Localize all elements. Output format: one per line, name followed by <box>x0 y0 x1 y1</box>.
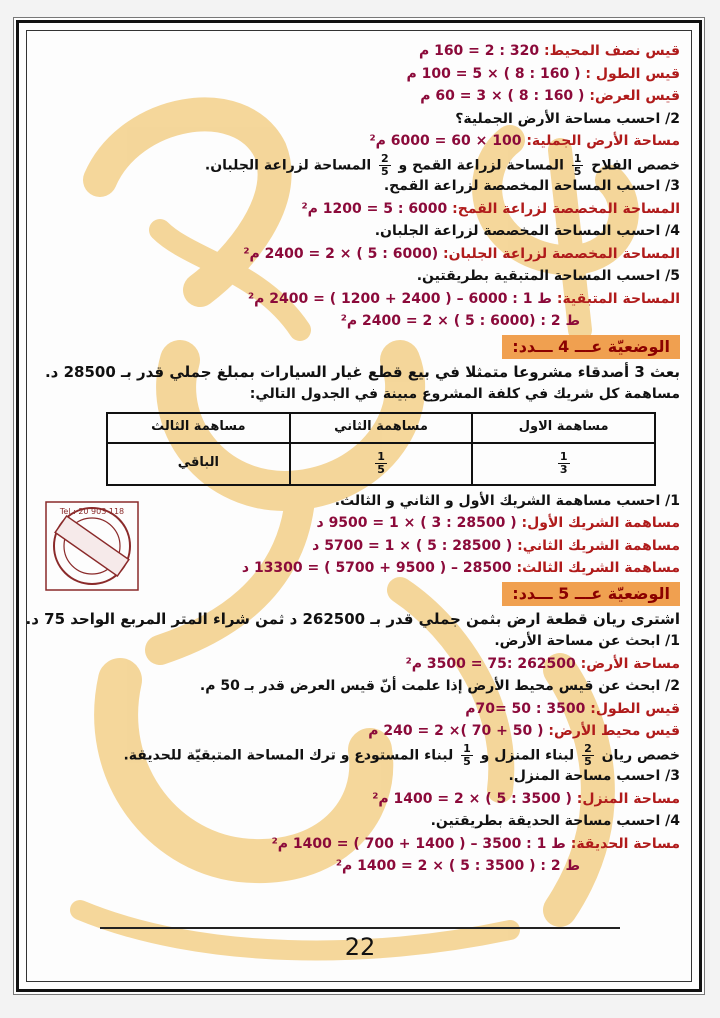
answer-calculation: ط 1 : 6000 – ( 2400 + 1200 ) = 2400 م² <box>248 290 552 307</box>
table-values-row <box>107 443 655 485</box>
question-text: 5/ احسب المساحة المتبقية بطريقتين. <box>416 268 680 284</box>
answer-label: مساهمة الشريك الثالث: <box>516 560 680 576</box>
fraction-denominator: 5 <box>381 164 389 178</box>
answer-calculation: ( 160 : 8 ) × 3 = 60 م <box>420 88 585 104</box>
answer-line <box>60 557 680 580</box>
stamp-text: Tel : 20 903 118 <box>59 507 125 516</box>
situation-5-answers <box>60 630 680 878</box>
situation-4-title: الوضعيّة عـــ 4 ـــدد: <box>502 335 680 359</box>
situation-5-title: الوضعيّة عـــ 5 ـــدد: <box>502 582 680 606</box>
header-first: مساهمة الاول <box>472 413 655 443</box>
question-line <box>60 490 680 513</box>
fraction-one-third <box>558 451 570 476</box>
contributions-table <box>106 412 656 486</box>
question-text: 2/ ابحث عن قيس محيط الأرض إذا علمت أنّ قيس العرض قدر بـ 50 م. <box>199 678 680 694</box>
question-text: 2/ احسب مساحة الأرض الجملية؟ <box>455 110 680 127</box>
question-text-part: المساحة لزراعة الجلبان. <box>204 157 372 173</box>
situation-5-header <box>60 580 680 608</box>
question-text: 3/ احسب مساحة المنزل. <box>508 768 680 784</box>
question-text-part: خصص ريان <box>601 747 680 763</box>
question-line <box>60 175 680 198</box>
question-text: 4/ احسب المساحة المخصصة لزراعة الجلبان. <box>374 223 680 239</box>
worksheet-content <box>25 40 680 878</box>
header-second: مساهمة الثاني <box>290 413 473 443</box>
answer-calculation: ط 1 : 3500 – ( 1400 + 700 ) = 1400 م² <box>271 835 566 852</box>
answer-line <box>60 698 680 721</box>
value-third: الباقي <box>107 443 290 485</box>
fraction <box>582 743 594 768</box>
answer-line <box>60 788 680 811</box>
question-text: 1/ ابحث عن مساحة الأرض. <box>494 633 680 649</box>
answer-calculation: 3500 : 50 =70م <box>465 700 586 717</box>
question-line <box>60 630 680 653</box>
situation-4-statement: بعث 3 أصدقاء مشروعا متمثلا في بيع قطع غيار السيارات بمبلغ جملي قدر بـ 28500 د. <box>44 362 680 381</box>
table-header-row <box>107 413 655 443</box>
question-line <box>60 108 680 131</box>
answer-line <box>60 535 680 558</box>
situation-4-answers <box>60 490 680 580</box>
answer-line <box>60 833 680 856</box>
value-first <box>472 443 655 485</box>
answer-calculation: ط 2 : (6000 : 5 ) × 2 = 2400 م² <box>340 313 580 329</box>
fraction-numerator: 1 <box>573 151 582 165</box>
fraction-denominator: 5 <box>584 754 592 768</box>
fraction-denominator: 5 <box>573 164 582 178</box>
question-line-with-fractions <box>60 743 680 766</box>
answer-label: مساحة الحديقة: <box>570 835 680 852</box>
fraction-numerator: 1 <box>559 450 568 463</box>
fraction-numerator: 2 <box>381 151 389 165</box>
question-text: 4/ احسب مساحة الحديقة بطريقتين. <box>430 813 680 829</box>
answer-calculation: ( 3500 : 5 ) × 2 = 1400 م² <box>372 790 572 807</box>
fraction-numerator: 1 <box>463 741 471 755</box>
fraction <box>379 153 391 178</box>
question-line <box>60 810 680 833</box>
answer-line <box>60 855 680 878</box>
fraction-denominator: 5 <box>463 754 471 768</box>
page-number: 22 <box>344 933 376 961</box>
answer-line <box>60 40 680 63</box>
fraction-one-fifth <box>375 451 387 476</box>
answer-label: قيس الطول: <box>590 700 680 717</box>
answer-label: قيس محيط الأرض: <box>548 723 680 739</box>
stamp-seal-icon <box>44 500 140 592</box>
question-text: 1/ احسب مساهمة الشريك الأول و الثاني و الثالث. <box>334 492 680 509</box>
answer-line <box>60 310 680 333</box>
answer-label: قيس الطول : <box>585 65 680 82</box>
answer-line <box>60 198 680 221</box>
question-line <box>60 220 680 243</box>
answer-label: المساحة المخصصة لزراعة القمح: <box>452 200 680 217</box>
question-text-part: لبناء المستودع و ترك المساحة المتبقيّة للحديقة. <box>123 747 454 763</box>
question-line <box>60 765 680 788</box>
question-text-part: المساحة لزراعة القمح و <box>398 157 564 173</box>
answer-line <box>60 63 680 86</box>
fraction-denominator: 5 <box>377 463 385 476</box>
answer-line <box>60 720 680 743</box>
answer-line <box>60 85 680 108</box>
answer-calculation: ( 50 + 70 )× 2 = 240 م <box>368 723 544 739</box>
situation-4-header <box>60 333 680 361</box>
header-third: مساهمة الثالث <box>107 413 290 443</box>
section-area-calculations <box>60 40 680 333</box>
answer-line <box>60 288 680 311</box>
value-second <box>290 443 473 485</box>
answer-label: مساحة المنزل: <box>576 790 680 807</box>
answer-label: مساحة الأرض: <box>580 655 680 672</box>
answer-line <box>60 512 680 535</box>
answer-label: مساهمة الشريك الثاني: <box>517 537 680 554</box>
answer-calculation: 320 : 2 = 160 م <box>418 43 540 59</box>
question-line-with-fractions <box>60 153 680 176</box>
answer-calculation: 262500 :75 = 3500 م² <box>405 655 576 672</box>
answer-label: المساحة المتبقية: <box>556 290 680 307</box>
answer-label: مساهمة الشريك الأول: <box>521 515 680 531</box>
fraction-numerator: 2 <box>584 741 592 755</box>
answer-line <box>60 243 680 266</box>
situation-5-statement: اشترى ريان قطعة ارض بثمن جملي قدر بـ 262500 د ثمن شراء المتر المربع الواحد 75 د. <box>25 609 680 628</box>
answer-label: قيس نصف المحيط: <box>544 43 680 59</box>
answer-calculation: (6000 : 5 ) × 2 = 2400 م² <box>243 245 439 262</box>
answer-calculation: 6000 : 5 = 1200 م² <box>301 200 448 217</box>
fraction <box>461 743 473 768</box>
fraction-numerator: 1 <box>377 450 385 463</box>
footer-rule <box>100 927 620 929</box>
situation-4-table-intro: مساهمة كل شريك في كلفة المشروع مبينة في الجدول التالي: <box>249 386 680 402</box>
answer-calculation: ط 2 : ( 3500 : 5 ) × 2 = 1400 م² <box>335 858 580 874</box>
answer-label: المساحة المخصصة لزراعة الجلبان: <box>442 245 680 262</box>
question-text-part: لبناء المنزل و <box>480 747 575 763</box>
answer-calculation: ( 28500 : 5 ) × 1 = 5700 د <box>312 537 513 554</box>
answer-calculation: ( 28500 : 3 ) × 1 = 9500 د <box>316 515 517 531</box>
fraction-denominator: 3 <box>559 463 568 476</box>
answer-calculation: ( 160 : 8 ) × 5 = 100 م <box>406 65 581 82</box>
answer-calculation: 100 × 60 = 6000 م² <box>369 133 522 149</box>
question-line <box>60 675 680 698</box>
question-text: 3/ احسب المساحة المخصصة لزراعة القمح. <box>383 178 680 194</box>
fraction <box>572 153 584 178</box>
answer-label: قيس العرض: <box>589 88 680 104</box>
question-line <box>60 265 680 288</box>
answer-line <box>60 653 680 676</box>
answer-line <box>60 130 680 153</box>
answer-calculation: 28500 – ( 9500 + 5700 ) = 13300 د <box>241 560 512 576</box>
answer-label: مساحة الأرض الجملية: <box>526 133 680 149</box>
question-text-part: خصص الفلاح <box>591 157 680 173</box>
